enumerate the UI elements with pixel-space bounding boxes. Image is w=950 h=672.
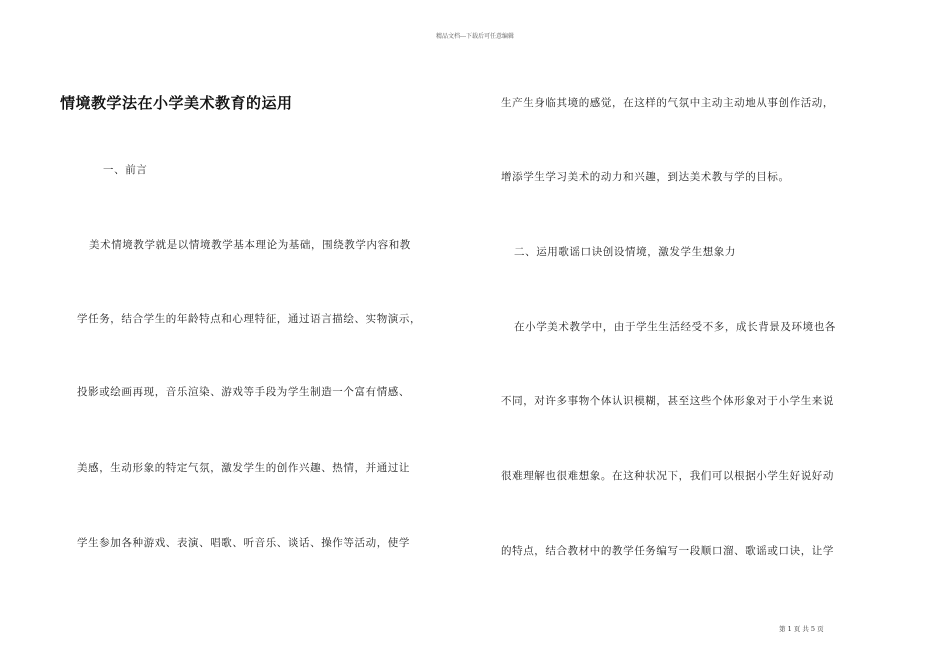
page-footer: 第 1 页 共 5 页 [779,625,824,633]
paragraph-line: 美感，生动形象的特定气氛，激发学生的创作兴趣、热情，并通过让 [77,462,410,474]
page-header: 精品文档---下载后可任意编辑 [435,33,515,40]
document-title: 情境教学法在小学美术教育的运用 [60,94,293,112]
paragraph-line: 学生参加各种游戏、表演、唱歌、听音乐、谈话、操作等活动，使学 [77,537,410,549]
paragraph-line: 不同，对许多事物个体认识模糊，甚至这些个体形象对于小学生来说 [501,395,834,407]
paragraph-line: 的特点，结合教材中的教学任务编写一段顺口溜、歌谣或口诀，让学 [501,545,834,557]
section-heading: 二、运用歌谣口诀创设情境，激发学生想象力 [514,246,736,258]
paragraph-line: 增添学生学习美术的动力和兴趣，到达美术教与学的目标。 [501,171,790,183]
paragraph-line: 美术情境教学就是以情境教学基本理论为基础，围绕教学内容和教 [89,239,411,251]
paragraph-line: 在小学美术教学中，由于学生生活经受不多，成长背景及环境也各 [514,321,836,333]
section-heading: 一、前言 [103,164,148,176]
paragraph-line: 很难理解也很难想象。在这种状况下，我们可以根据小学生好说好动 [501,470,834,482]
paragraph-line: 学任务，结合学生的年龄特点和心理特征，通过语言描绘、实物演示， [77,313,422,325]
paragraph-line: 投影或绘画再现，音乐渲染、游戏等手段为学生制造一个富有情感、 [77,386,410,398]
paragraph-line: 生产生身临其境的感觉，在这样的气氛中主动主动地从事创作活动， [501,97,834,109]
